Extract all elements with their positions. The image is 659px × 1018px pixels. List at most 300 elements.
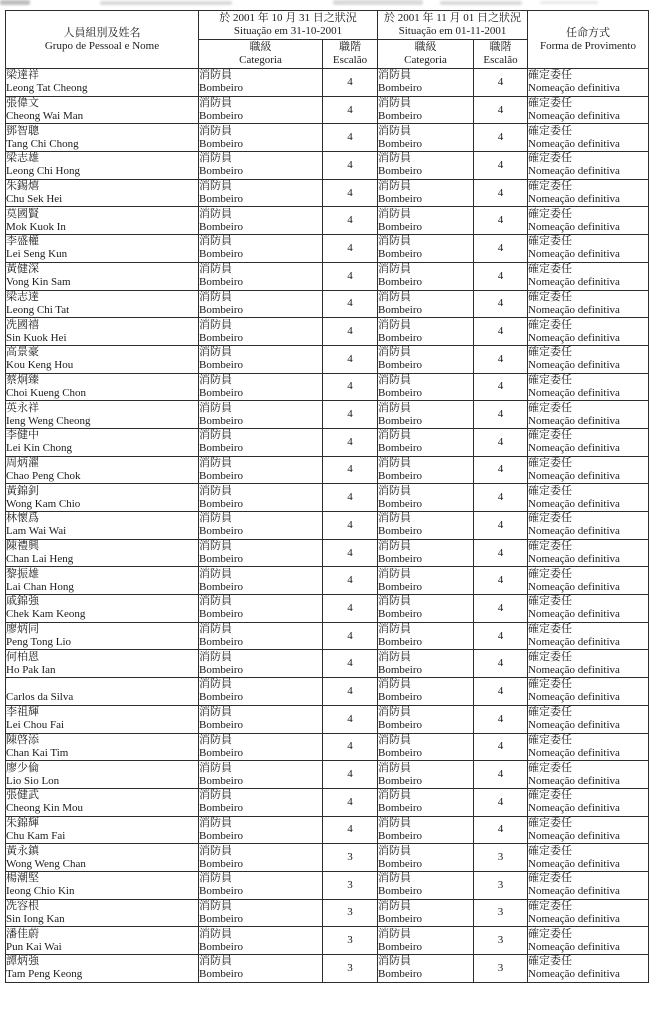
categoria-nov-pt: Bombeiro — [378, 802, 422, 815]
categoria-oct-cell — [199, 816, 323, 844]
forma-provimento-cell — [528, 456, 649, 484]
person-name-cell — [6, 927, 199, 955]
categoria-oct-zh: 消防員 — [199, 540, 232, 553]
escalao-nov-cell: 3 — [474, 844, 528, 872]
escalao-oct-cell: 4 — [323, 512, 378, 540]
forma-zh: 確定委任 — [528, 512, 572, 525]
categoria-oct-cell — [199, 512, 323, 540]
table-row — [6, 512, 649, 540]
person-name-zh: 李健中 — [6, 429, 39, 442]
forma-zh: 確定委任 — [528, 456, 572, 469]
header-situation2-pt: Situação em 01-11-2001 — [398, 25, 507, 37]
escalao-oct-cell: 4 — [323, 124, 378, 152]
categoria-nov-cell — [378, 179, 474, 207]
forma-zh: 確定委任 — [528, 180, 572, 193]
person-name-zh: 朱錦輝 — [6, 816, 39, 829]
categoria-nov-zh: 消防員 — [378, 318, 411, 331]
person-name-zh: 冼容根 — [6, 899, 39, 912]
categoria-oct-cell — [199, 235, 323, 263]
scan-artifact — [333, 0, 423, 5]
forma-zh: 確定委任 — [528, 872, 572, 885]
escalao-oct-cell: 3 — [323, 844, 378, 872]
categoria-oct-pt: Bombeiro — [199, 968, 243, 981]
forma-zh: 確定委任 — [528, 97, 572, 110]
categoria-nov-zh: 消防員 — [378, 678, 411, 691]
person-name-cell — [6, 678, 199, 706]
escalao-nov-cell: 4 — [474, 733, 528, 761]
escalao-oct-cell: 4 — [323, 622, 378, 650]
categoria-oct-pt: Bombeiro — [199, 386, 243, 399]
person-name-roman: Tang Chi Chong — [6, 137, 79, 150]
person-name-cell — [6, 373, 199, 401]
categoria-nov-pt: Bombeiro — [378, 386, 422, 399]
forma-zh: 確定委任 — [528, 69, 572, 82]
forma-pt: Nomeação definitiva — [528, 691, 620, 704]
categoria-oct-cell — [199, 96, 323, 124]
categoria-oct-zh: 消防員 — [199, 318, 232, 331]
categoria-oct-pt: Bombeiro — [199, 331, 243, 344]
table-row — [6, 290, 649, 318]
forma-zh: 確定委任 — [528, 927, 572, 940]
categoria-oct-zh: 消防員 — [199, 401, 232, 414]
forma-provimento-cell — [528, 927, 649, 955]
categoria-oct-pt: Bombeiro — [199, 137, 243, 150]
categoria-nov-zh: 消防員 — [378, 706, 411, 719]
categoria-oct-zh: 消防員 — [199, 235, 232, 248]
categoria-oct-zh: 消防員 — [199, 733, 232, 746]
forma-provimento-cell — [528, 69, 649, 97]
forma-provimento-cell — [528, 733, 649, 761]
person-name-zh: 黃健深 — [6, 263, 39, 276]
categoria-nov-zh: 消防員 — [378, 567, 411, 580]
escalao-oct-cell: 3 — [323, 899, 378, 927]
forma-pt: Nomeação definitiva — [528, 82, 620, 95]
categoria-nov-cell — [378, 345, 474, 373]
forma-pt: Nomeação definitiva — [528, 553, 620, 566]
categoria-nov-pt: Bombeiro — [378, 636, 422, 649]
categoria-nov-pt: Bombeiro — [378, 497, 422, 510]
categoria-oct-pt: Bombeiro — [199, 414, 243, 427]
categoria-oct-cell — [199, 152, 323, 180]
categoria-oct-cell — [199, 678, 323, 706]
forma-pt: Nomeação definitiva — [528, 220, 620, 233]
escalao-nov-cell: 4 — [474, 705, 528, 733]
header-situation2-zh: 於 2001 年 11 月 01 日之狀況 — [383, 12, 522, 24]
person-name-zh: 林懷爲 — [6, 512, 39, 525]
escalao-oct-cell: 4 — [323, 179, 378, 207]
person-name-roman: Chek Kam Keong — [6, 608, 86, 621]
table-row — [6, 96, 649, 124]
categoria-oct-pt: Bombeiro — [199, 525, 243, 538]
categoria-nov-pt: Bombeiro — [378, 469, 422, 482]
categoria-oct-zh: 消防員 — [199, 373, 232, 386]
categoria-oct-zh: 消防員 — [199, 290, 232, 303]
person-name-cell — [6, 179, 199, 207]
categoria-nov-zh: 消防員 — [378, 789, 411, 802]
forma-zh: 確定委任 — [528, 789, 572, 802]
escalao-nov-cell: 4 — [474, 428, 528, 456]
forma-zh: 確定委任 — [528, 318, 572, 331]
person-name-cell — [6, 871, 199, 899]
categoria-nov-pt: Bombeiro — [378, 691, 422, 704]
table-row — [6, 622, 649, 650]
forma-zh: 確定委任 — [528, 678, 572, 691]
escalao-oct-cell: 4 — [323, 761, 378, 789]
escalao-nov-cell: 4 — [474, 401, 528, 429]
header-escalao-oct-zh: 職階 — [339, 41, 361, 53]
person-name-cell — [6, 207, 199, 235]
categoria-oct-cell — [199, 595, 323, 623]
categoria-nov-cell — [378, 318, 474, 346]
escalao-oct-cell: 4 — [323, 235, 378, 263]
forma-zh: 確定委任 — [528, 346, 572, 359]
forma-zh: 確定委任 — [528, 540, 572, 553]
table-row — [6, 179, 649, 207]
forma-zh: 確定委任 — [528, 484, 572, 497]
table-row — [6, 318, 649, 346]
header-escalao-oct-pt: Escalão — [332, 54, 368, 66]
forma-zh: 確定委任 — [528, 761, 572, 774]
categoria-oct-pt: Bombeiro — [199, 719, 243, 732]
person-name-roman: Lei Kin Chong — [6, 442, 72, 455]
header-name-pt: Grupo de Pessoal e Nome — [44, 39, 160, 52]
forma-provimento-cell — [528, 152, 649, 180]
forma-provimento-cell — [528, 816, 649, 844]
table-row — [6, 844, 649, 872]
escalao-nov-cell: 4 — [474, 373, 528, 401]
person-name-zh: 梁志達 — [6, 290, 39, 303]
categoria-oct-zh: 消防員 — [199, 927, 232, 940]
person-name-cell — [6, 650, 199, 678]
categoria-nov-cell — [378, 428, 474, 456]
person-name-roman: Cheong Kin Mou — [6, 802, 83, 815]
escalao-nov-cell: 4 — [474, 179, 528, 207]
table-header — [6, 11, 649, 69]
categoria-nov-pt: Bombeiro — [378, 82, 422, 95]
categoria-oct-pt: Bombeiro — [199, 220, 243, 233]
categoria-oct-pt: Bombeiro — [199, 857, 243, 870]
person-name-zh: 高景豪 — [6, 346, 39, 359]
table-row — [6, 761, 649, 789]
categoria-oct-zh: 消防員 — [199, 595, 232, 608]
categoria-nov-pt: Bombeiro — [378, 276, 422, 289]
escalao-nov-cell: 4 — [474, 484, 528, 512]
categoria-nov-cell — [378, 567, 474, 595]
forma-pt: Nomeação definitiva — [528, 359, 620, 372]
escalao-oct-cell: 4 — [323, 152, 378, 180]
categoria-oct-pt: Bombeiro — [199, 553, 243, 566]
categoria-oct-cell — [199, 484, 323, 512]
categoria-nov-cell — [378, 955, 474, 983]
escalao-nov-cell: 4 — [474, 235, 528, 263]
categoria-nov-pt: Bombeiro — [378, 553, 422, 566]
table-row — [6, 955, 649, 983]
categoria-nov-pt: Bombeiro — [378, 968, 422, 981]
table-row — [6, 733, 649, 761]
forma-pt: Nomeação definitiva — [528, 469, 620, 482]
categoria-oct-pt: Bombeiro — [199, 359, 243, 372]
escalao-oct-cell: 4 — [323, 345, 378, 373]
table-row — [6, 899, 649, 927]
person-name-zh: 冼國禧 — [6, 318, 39, 331]
header-escalao-nov-zh: 職階 — [489, 41, 512, 53]
categoria-nov-pt: Bombeiro — [378, 580, 422, 593]
table-body — [6, 69, 649, 983]
person-name-zh: 鄧智聰 — [6, 124, 39, 137]
personnel-situation-table — [5, 10, 649, 983]
forma-zh: 確定委任 — [528, 290, 572, 303]
person-name-cell — [6, 96, 199, 124]
person-name-zh: 張偉文 — [6, 97, 39, 110]
forma-provimento-cell — [528, 290, 649, 318]
escalao-oct-cell: 4 — [323, 678, 378, 706]
header-escalao-nov-pt: Escalão — [483, 54, 518, 66]
person-name-roman: Leong Tat Cheong — [6, 82, 88, 95]
categoria-oct-zh: 消防員 — [199, 180, 232, 193]
categoria-nov-cell — [378, 899, 474, 927]
forma-zh: 確定委任 — [528, 207, 572, 220]
categoria-nov-pt: Bombeiro — [378, 885, 422, 898]
header-forma-pt: Forma de Provimento — [540, 39, 636, 52]
person-name-roman: Lio Sio Lon — [6, 774, 60, 787]
escalao-nov-cell: 4 — [474, 262, 528, 290]
categoria-nov-zh: 消防員 — [378, 207, 411, 220]
forma-zh: 確定委任 — [528, 623, 572, 636]
categoria-nov-cell — [378, 207, 474, 235]
forma-zh: 確定委任 — [528, 429, 572, 442]
person-name-zh: 廖炳同 — [6, 623, 39, 636]
person-name-cell — [6, 484, 199, 512]
categoria-nov-zh: 消防員 — [378, 484, 411, 497]
forma-pt: Nomeação definitiva — [528, 331, 620, 344]
categoria-oct-pt: Bombeiro — [199, 82, 243, 95]
escalao-nov-cell: 4 — [474, 622, 528, 650]
categoria-oct-zh: 消防員 — [199, 484, 232, 497]
forma-provimento-cell — [528, 373, 649, 401]
forma-pt: Nomeação definitiva — [528, 663, 620, 676]
forma-provimento-cell — [528, 124, 649, 152]
forma-provimento-cell — [528, 262, 649, 290]
person-name-roman: Sin Iong Kan — [6, 912, 65, 925]
forma-pt: Nomeação definitiva — [528, 386, 620, 399]
categoria-oct-pt: Bombeiro — [199, 774, 243, 787]
person-name-zh: 梁志雄 — [6, 152, 39, 165]
header-situation1-zh: 於 2001 年 10 月 31 日之狀況 — [219, 12, 357, 24]
escalao-nov-cell: 4 — [474, 788, 528, 816]
forma-pt: Nomeação definitiva — [528, 276, 620, 289]
escalao-oct-cell: 4 — [323, 484, 378, 512]
categoria-oct-cell — [199, 788, 323, 816]
header-categoria-oct-pt: Categoria — [239, 54, 282, 66]
categoria-oct-zh: 消防員 — [199, 456, 232, 469]
escalao-nov-cell: 4 — [474, 96, 528, 124]
forma-pt: Nomeação definitiva — [528, 497, 620, 510]
categoria-oct-zh: 消防員 — [199, 152, 232, 165]
forma-pt: Nomeação definitiva — [528, 165, 620, 178]
forma-pt: Nomeação definitiva — [528, 580, 620, 593]
escalao-nov-cell: 4 — [474, 152, 528, 180]
forma-zh: 確定委任 — [528, 844, 572, 857]
categoria-nov-pt: Bombeiro — [378, 912, 422, 925]
categoria-nov-cell — [378, 262, 474, 290]
forma-pt: Nomeação definitiva — [528, 774, 620, 787]
forma-pt: Nomeação definitiva — [528, 442, 620, 455]
categoria-nov-zh: 消防員 — [378, 595, 411, 608]
forma-provimento-cell — [528, 207, 649, 235]
forma-provimento-cell — [528, 96, 649, 124]
categoria-oct-zh: 消防員 — [199, 678, 232, 691]
escalao-oct-cell: 4 — [323, 816, 378, 844]
categoria-oct-pt: Bombeiro — [199, 829, 243, 842]
forma-pt: Nomeação definitiva — [528, 968, 620, 981]
escalao-oct-cell: 4 — [323, 650, 378, 678]
forma-zh: 確定委任 — [528, 263, 572, 276]
categoria-oct-pt: Bombeiro — [199, 746, 243, 759]
person-name-zh — [6, 678, 198, 691]
person-name-roman: Kou Keng Hou — [6, 359, 74, 372]
forma-provimento-cell — [528, 622, 649, 650]
categoria-oct-pt: Bombeiro — [199, 802, 243, 815]
categoria-nov-zh: 消防員 — [378, 816, 411, 829]
forma-pt: Nomeação definitiva — [528, 829, 620, 842]
forma-pt: Nomeação definitiva — [528, 885, 620, 898]
person-name-cell — [6, 788, 199, 816]
person-name-roman: Sin Kuok Hei — [6, 331, 67, 344]
person-name-cell — [6, 456, 199, 484]
categoria-nov-cell — [378, 512, 474, 540]
table-row — [6, 816, 649, 844]
categoria-oct-cell — [199, 179, 323, 207]
escalao-oct-cell: 4 — [323, 373, 378, 401]
categoria-nov-zh: 消防員 — [378, 844, 411, 857]
categoria-oct-pt: Bombeiro — [199, 442, 243, 455]
person-name-zh: 蔡炯臻 — [6, 373, 39, 386]
person-name-cell — [6, 595, 199, 623]
forma-provimento-cell — [528, 705, 649, 733]
categoria-oct-zh: 消防員 — [199, 346, 232, 359]
forma-pt: Nomeação definitiva — [528, 525, 620, 538]
categoria-nov-pt: Bombeiro — [378, 857, 422, 870]
categoria-oct-pt: Bombeiro — [199, 165, 243, 178]
escalao-oct-cell: 4 — [323, 96, 378, 124]
categoria-oct-zh: 消防員 — [199, 567, 232, 580]
escalao-nov-cell: 4 — [474, 678, 528, 706]
person-name-cell — [6, 124, 199, 152]
categoria-oct-pt: Bombeiro — [199, 940, 243, 953]
categoria-nov-pt: Bombeiro — [378, 165, 422, 178]
header-forma-zh: 任命方式 — [566, 26, 610, 39]
forma-pt: Nomeação definitiva — [528, 940, 620, 953]
forma-zh: 確定委任 — [528, 955, 572, 968]
categoria-oct-zh: 消防員 — [199, 844, 232, 857]
person-name-cell — [6, 733, 199, 761]
categoria-nov-cell — [378, 290, 474, 318]
table-row — [6, 456, 649, 484]
categoria-nov-pt: Bombeiro — [378, 331, 422, 344]
categoria-nov-cell — [378, 456, 474, 484]
categoria-oct-cell — [199, 844, 323, 872]
categoria-nov-cell — [378, 844, 474, 872]
categoria-oct-cell — [199, 622, 323, 650]
categoria-nov-zh: 消防員 — [378, 899, 411, 912]
person-name-cell — [6, 844, 199, 872]
categoria-nov-pt: Bombeiro — [378, 525, 422, 538]
categoria-nov-zh: 消防員 — [378, 540, 411, 553]
forma-pt: Nomeação definitiva — [528, 193, 620, 206]
categoria-nov-cell — [378, 705, 474, 733]
forma-provimento-cell — [528, 761, 649, 789]
person-name-zh: 張健武 — [6, 789, 39, 802]
categoria-oct-cell — [199, 373, 323, 401]
categoria-nov-pt: Bombeiro — [378, 220, 422, 233]
table-row — [6, 428, 649, 456]
table-row — [6, 207, 649, 235]
categoria-nov-cell — [378, 871, 474, 899]
forma-zh: 確定委任 — [528, 235, 572, 248]
person-name-zh: 何柏恩 — [6, 650, 39, 663]
table-row — [6, 871, 649, 899]
table-row — [6, 124, 649, 152]
person-name-zh: 梁達祥 — [6, 69, 39, 82]
categoria-nov-zh: 消防員 — [378, 650, 411, 663]
categoria-oct-zh: 消防員 — [199, 789, 232, 802]
forma-pt: Nomeação definitiva — [528, 414, 620, 427]
categoria-nov-pt: Bombeiro — [378, 608, 422, 621]
table-row — [6, 373, 649, 401]
categoria-nov-zh: 消防員 — [378, 263, 411, 276]
table-row — [6, 262, 649, 290]
categoria-oct-cell — [199, 705, 323, 733]
escalao-oct-cell: 4 — [323, 207, 378, 235]
categoria-nov-pt: Bombeiro — [378, 359, 422, 372]
person-name-roman: Chu Sek Hei — [6, 193, 63, 206]
categoria-oct-cell — [199, 733, 323, 761]
forma-provimento-cell — [528, 899, 649, 927]
categoria-nov-cell — [378, 96, 474, 124]
categoria-nov-cell — [378, 124, 474, 152]
categoria-oct-pt: Bombeiro — [199, 248, 243, 261]
escalao-nov-cell: 4 — [474, 456, 528, 484]
person-name-zh: 陳啓添 — [6, 733, 39, 746]
categoria-oct-zh: 消防員 — [199, 69, 232, 82]
categoria-nov-pt: Bombeiro — [378, 663, 422, 676]
person-name-cell — [6, 567, 199, 595]
person-name-zh: 朱錫熺 — [6, 180, 39, 193]
person-name-cell — [6, 955, 199, 983]
categoria-nov-cell — [378, 235, 474, 263]
table-row — [6, 345, 649, 373]
person-name-zh: 廖少倫 — [6, 761, 39, 774]
categoria-oct-zh: 消防員 — [199, 207, 232, 220]
escalao-oct-cell: 4 — [323, 318, 378, 346]
table-row — [6, 927, 649, 955]
categoria-nov-zh: 消防員 — [378, 872, 411, 885]
escalao-nov-cell: 4 — [474, 290, 528, 318]
header-categoria-nov-zh: 職級 — [414, 41, 437, 53]
person-name-roman: Chao Peng Chok — [6, 469, 81, 482]
person-name-roman: Peng Tong Lio — [6, 636, 72, 649]
forma-pt: Nomeação definitiva — [528, 608, 620, 621]
person-name-roman: Vong Kin Sam — [6, 276, 71, 289]
categoria-nov-pt: Bombeiro — [378, 414, 422, 427]
categoria-oct-cell — [199, 567, 323, 595]
escalao-nov-cell: 3 — [474, 927, 528, 955]
categoria-oct-cell — [199, 290, 323, 318]
person-name-zh: 英永祥 — [6, 401, 39, 414]
forma-zh: 確定委任 — [528, 706, 572, 719]
person-name-roman: Ho Pak Ian — [6, 663, 56, 676]
person-name-roman: Ieng Weng Cheong — [6, 414, 91, 427]
